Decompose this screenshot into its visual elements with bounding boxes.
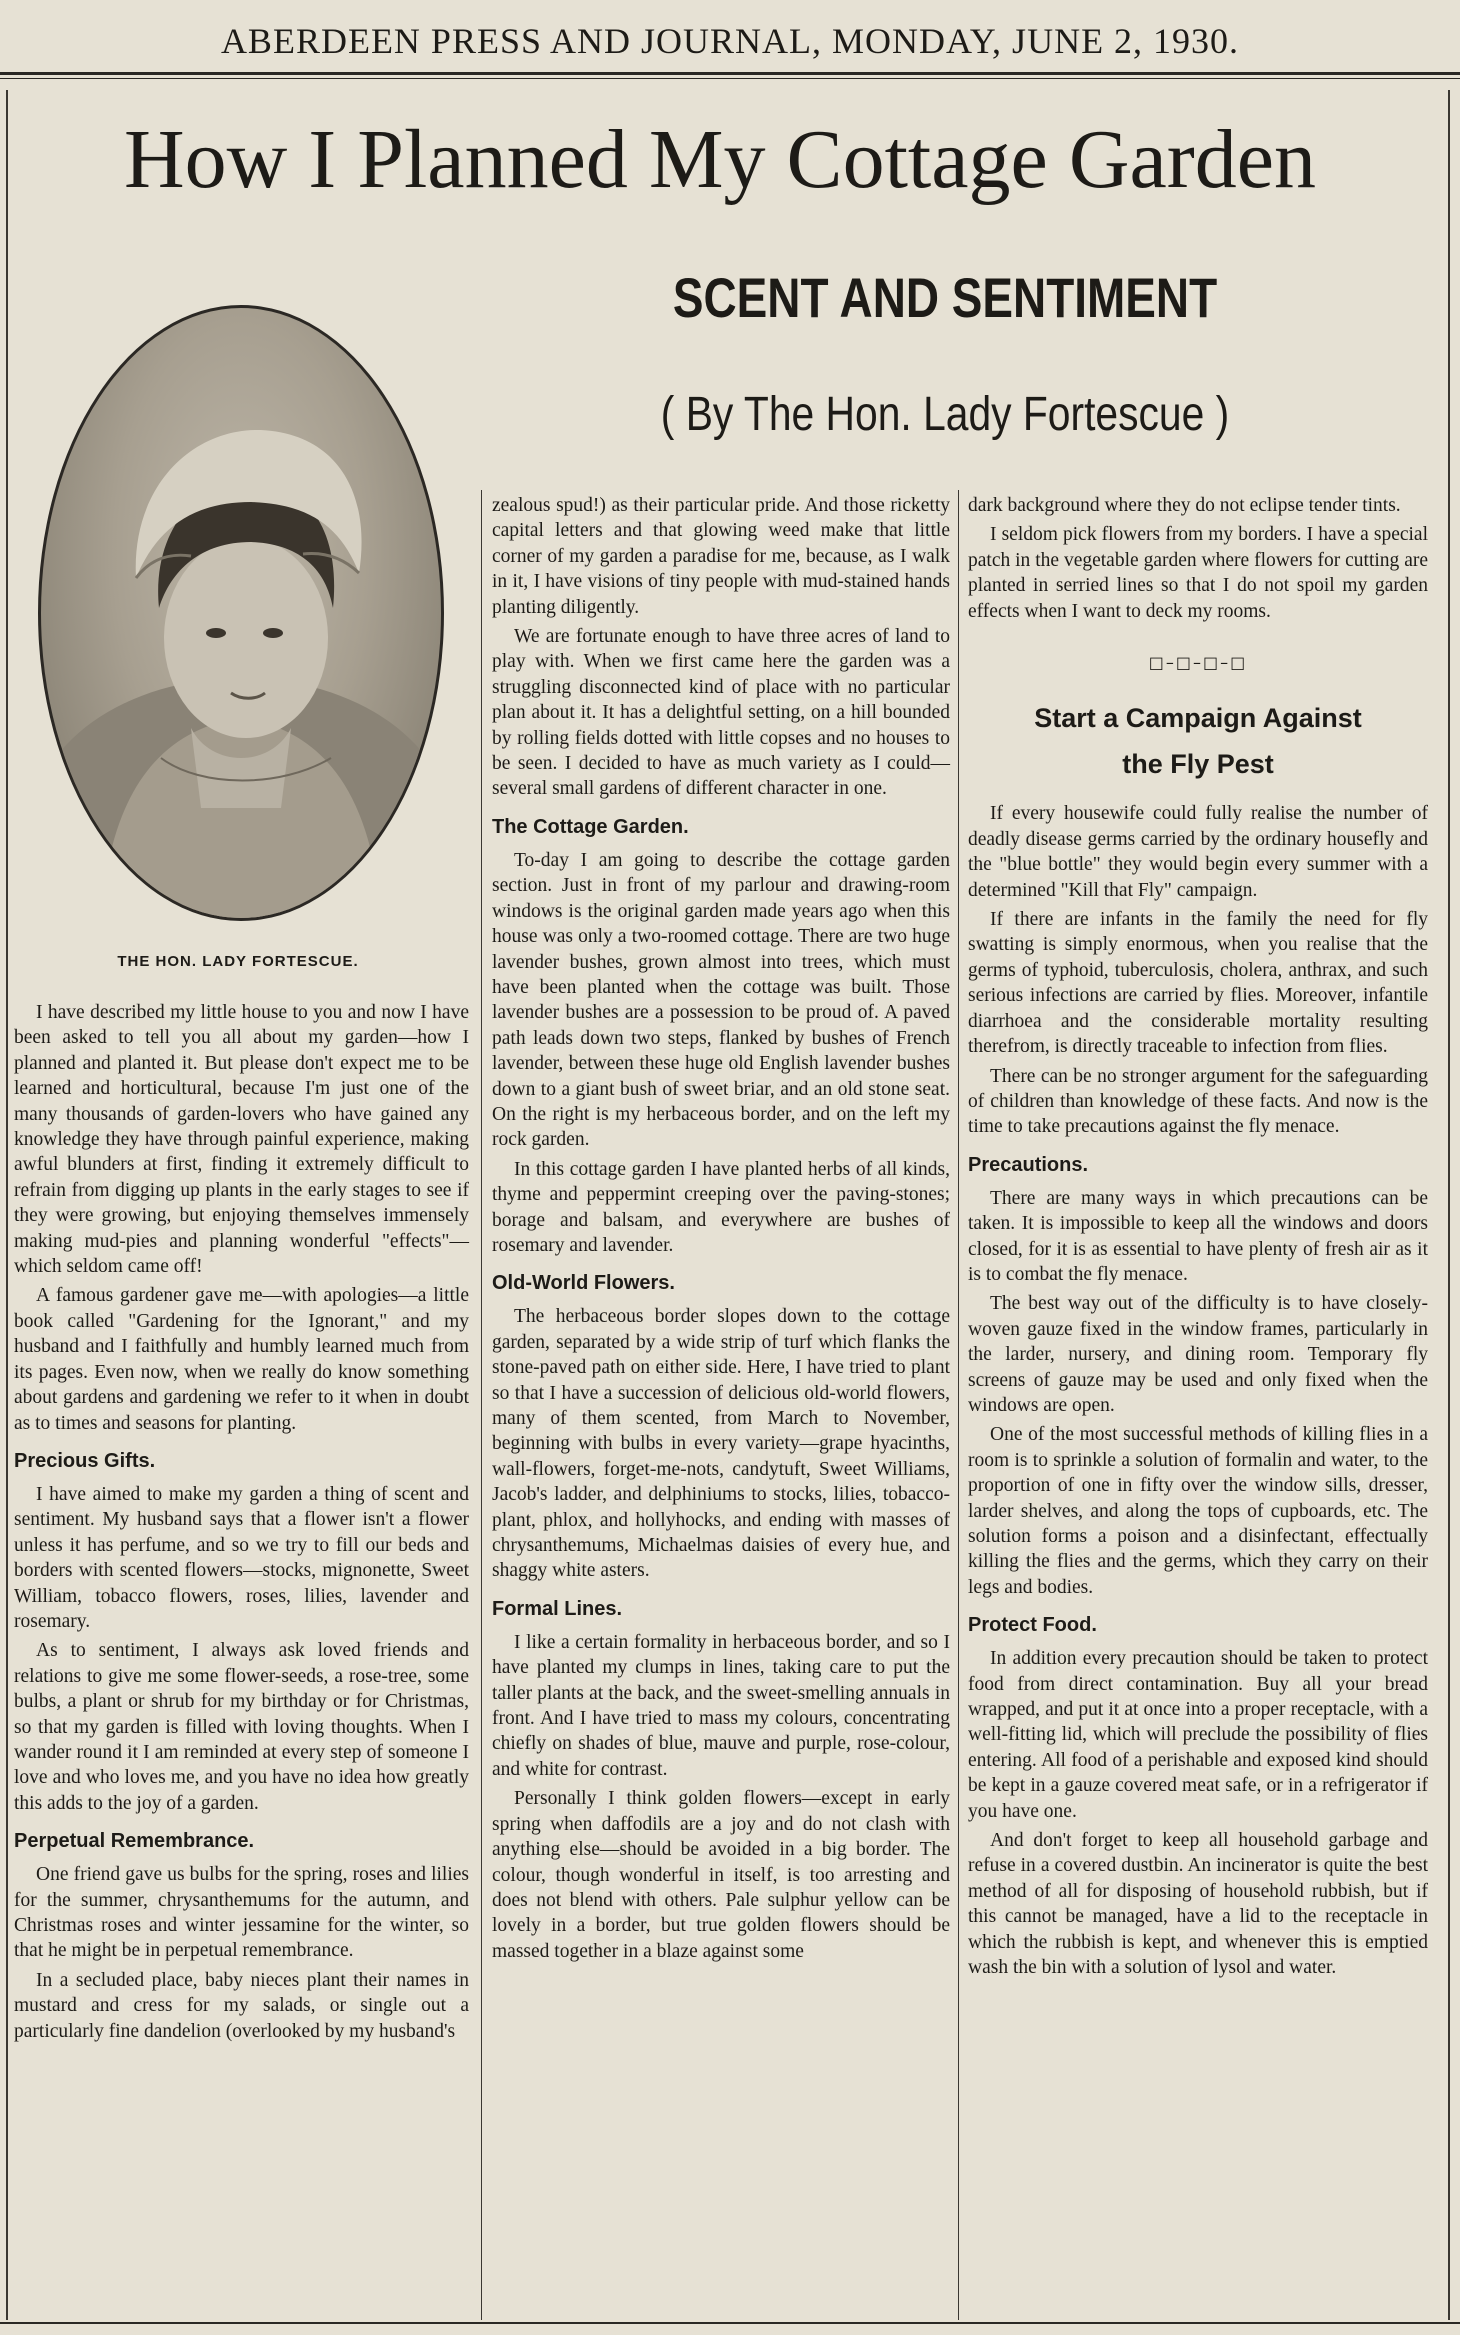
paragraph: I seldom pick flowers from my borders. I have a special patch in the vegetable garden where flowers for cutting are planted in serried lines so that I do not spoil my garden effects when I want to deck my rooms. <box>968 524 1428 622</box>
campaign-heading <box>968 695 1428 787</box>
campaign-heading-line-2: the Fly Pest <box>1122 749 1274 780</box>
paragraph: There can be no stronger argument for the safeguarding of children than knowledge of these facts. And now is the time to take precautions against the fly menace. <box>968 1065 1428 1138</box>
section-heading: Perpetual Remembrance. <box>14 1830 255 1853</box>
portrait-caption: THE HON. LADY FORTESCUE. <box>117 953 359 970</box>
paragraph: dark background where they do not eclipse tender tints. <box>968 495 1401 516</box>
paragraph: I have described my little house to you and now I have been asked to tell you all about my garden—how I planned and planted it. But please don't expect me to be learned and horticultural, because I'm just one of the many thousands of garden-lovers who have gained any knowledge they have through painful experience, making awful blunders at first, finding it extremely difficult to refrain from digging up plants in the early stages to see if they were growing, but enjoying themselves immensely making mud-pies and planning wonderful "effects"—which seldom came off! <box>14 1002 469 1278</box>
portrait-illustration <box>41 308 441 918</box>
masthead: ABERDEEN PRESS AND JOURNAL, MONDAY, JUNE 2, 1930. <box>220 21 1240 61</box>
masthead-rule <box>0 72 1460 75</box>
paragraph: A famous gardener gave me—with apologies—a little book called "Gardening for the Ignorant," and my husband and I faithfully and humbly learned much from its pages. Even now, when we really do know something about gardens and gardening we refer to it when in doubt as to times and seasons for planting. <box>14 1285 469 1434</box>
section-heading: The Cottage Garden. <box>492 815 689 838</box>
column-1 <box>14 1000 469 2048</box>
portrait-photo <box>38 305 444 921</box>
paragraph: If every housewife could fully realise the number of deadly disease germs carried by the ordinary housefly and the "blue bottle" they would begin every summer with a determined "Kill that Fly" campaign. <box>968 803 1428 901</box>
paragraph: We are fortunate enough to have three acres of land to play with. When we first came here the garden was a struggling disconnected kind of place with no particular plan about it. It has a delightful setting, on a hill bounded by rolling fields dotted with little copses and no houses to be seen. I decided to have as much variety as I could—several small gardens of different character in one. <box>492 626 950 800</box>
paragraph: If there are infants in the family the need for fly swatting is simply enormous, when you realise that the germs of typhoid, tuberculosis, cholera, anthrax, and such serious infections are carried by flies. Moreover, infantile diarrhoea and the considerable mortality resulting therefrom, is directly traceable to infection from flies. <box>968 909 1428 1058</box>
left-border-rule <box>6 90 8 2320</box>
campaign-heading-line-1: Start a Campaign Against <box>1034 703 1362 734</box>
bottom-rule <box>0 2322 1460 2324</box>
column-2 <box>492 493 950 1968</box>
paragraph: And don't forget to keep all household garbage and refuse in a covered dustbin. An incinerator is quite the best method of all for disposing of household rubbish, but if this cannot be managed, have a lid to the receptacle in which the rubbish is kept, and whenever this is emptied wash the bin with a solution of lysol and water. <box>968 1830 1428 1979</box>
masthead-rule-thin <box>0 78 1460 79</box>
subhead: SCENT AND SENTIMENT <box>672 266 1218 329</box>
paragraph: The best way out of the difficulty is to have closely-woven gauze fixed in the window frames, particularly in the larder, nursery, and dining room. Temporary fly screens of gauze may be used and only fixed when the windows are open. <box>968 1293 1428 1416</box>
paragraph: Personally I think golden flowers—except in early spring when daffodils are a joy and do not clash with anything else—should be avoided in a big border. The colour, though wonderful in itself, is too arresting and does not blend with others. Pale sulphur yellow can be lovely in a border, but true golden flowers should be massed together in a blaze against some <box>492 1788 950 1962</box>
paragraph: As to sentiment, I always ask loved friends and relations to give me some flower-seeds, a rose-tree, some bulbs, a plant or shrub for my birthday or for Christmas, so that my garden is filled with loving thoughts. When I wander round it I am reminded at every step of someone I love and who loves me, and you have no idea how greatly this adds to the joy of a garden. <box>14 1640 469 1814</box>
paragraph: One of the most successful methods of killing flies in a room is to sprinkle a solution of formalin and water, to the proportion of one in fifty over the window sills, dresser, larder shelves, and along the tops of cupboards, etc. The solution forms a poison and a disinfectant, effectually killing the flies and the germs, which they carry on their legs and bodies. <box>968 1424 1428 1598</box>
paragraph: I like a certain formality in herbaceous border, and so I have planted my clumps in lines, taking care to put the taller plants at the back, and the sweet-smelling annuals in front. And I have tried to mass my colours, concentrating chiefly on shades of blue, mauve and purple, rose-colour, and white for contrast. <box>492 1631 950 1780</box>
paragraph: In a secluded place, baby nieces plant their names in mustard and cress for my salads, or single out a particularly fine dandelion (overlooked by my husband's <box>14 1969 469 2042</box>
paragraph: In this cottage garden I have planted herbs of all kinds, thyme and peppermint creeping over the paving-stones; borage and balsam, and everywhere are bushes of rosemary and lavender. <box>492 1158 950 1256</box>
section-heading: Protect Food. <box>968 1614 1097 1637</box>
column-rule-2 <box>958 490 959 2320</box>
column-rule-1 <box>481 490 482 2320</box>
section-heading: Precious Gifts. <box>14 1449 156 1472</box>
paragraph: I have aimed to make my garden a thing of scent and sentiment. My husband says that a flower isn't a flower unless it has perfume, and so we try to fill our beds and borders with scented flowers—stocks, mignonette, Sweet William, tobacco flowers, roses, lilies, lavender and rosemary. <box>14 1483 469 1632</box>
column-3 <box>968 493 1428 1985</box>
paragraph: One friend gave us bulbs for the spring, roses and lilies for the summer, chrysanthemums for the autumn, and Christmas roses and winter jessamine for the winter, so that he might be in perpetual remembrance. <box>14 1864 469 1962</box>
paragraph: zealous spud!) as their particular pride. And those ricketty capital letters and that glowing weed make that little corner of my garden a paradise for me, because, as I walk in it, I have visions of tiny people with mud-stained hands planting diligently. <box>492 495 950 618</box>
section-heading: Formal Lines. <box>492 1597 623 1620</box>
byline: ( By The Hon. Lady Fortescue ) <box>660 388 1230 441</box>
section-heading: Precautions. <box>968 1153 1089 1176</box>
paragraph: There are many ways in which precautions can be taken. It is impossible to keep all the windows and doors closed, for it is as essential to have plenty of fresh air as it is to combat the fly menace. <box>968 1187 1428 1285</box>
paragraph: To-day I am going to describe the cottage garden section. Just in front of my parlour and drawing-room windows is the original garden made years ago when this house was only a two-roomed cottage. There are two huge lavender bushes, grown almost into trees, which must have been planted when the cottage was built. Those lavender bushes are a possession to be proud of. A paved path leads down two steps, flanked by bushes of French lavender, between these huge old English lavender bushes down to a giant bush of sweet briar, and an old stone seat. On the right is my herbaceous border, and on the left my rock garden. <box>492 849 950 1151</box>
paragraph: The herbaceous border slopes down to the cottage garden, separated by a wide strip of turf which flanks the stone-paved path on either side. Here, I have tried to plant so that I have a succession of delicious old-world flowers, many of them scented, from March to November, beginning with bulbs in every variety—grape hyacinths, wall-flowers, forget-me-nots, candytuft, Sweet Williams, Jacob's ladder, and delphiniums to stocks, lilies, tobacco-plant, phlox, and hollyhocks, and ending with masses of chrysanthemums, Michaelmas daisies of every hue, and shaggy white asters. <box>492 1306 950 1582</box>
ornament-divider: □–□–□–□ <box>1148 653 1248 673</box>
right-border-rule <box>1448 90 1450 2320</box>
headline: How I Planned My Cottage Garden <box>123 113 1317 206</box>
paragraph: In addition every precaution should be taken to protect food from direct contamination. Buy all your bread wrapped, and put it at once into a proper receptacle, with a well-fitting lid, which will preclude the possibility of flies entering. All food of a perishable and exposed kind should be kept in a gauze covered meat safe, or in a refrigerator if you have one. <box>968 1648 1428 1822</box>
section-heading: Old-World Flowers. <box>492 1272 675 1295</box>
